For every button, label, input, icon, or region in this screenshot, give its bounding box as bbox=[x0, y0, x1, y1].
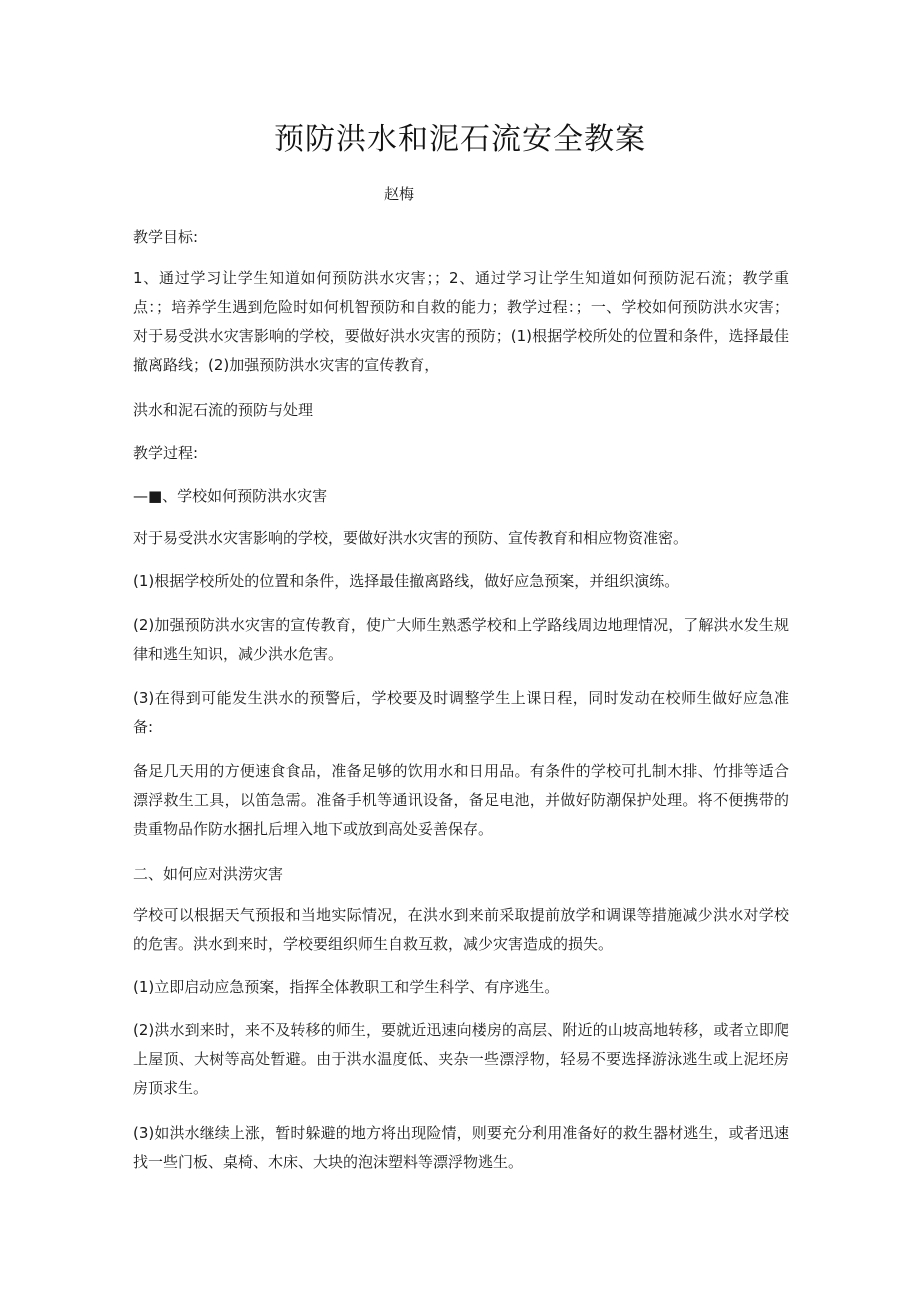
section2-item-1: (1)立即启动应急预案，指挥全体教职工和学生科学、有序逃生。 bbox=[133, 978, 560, 996]
section2-item-2: (2)洪水到来时，来不及转移的师生，要就近迅速向楼房的高层、附近的山坡高地转移，或者立即爬上屋顶、大树等高处暂避。由于洪水温度低、夹杂一些漂浮物，轻易不要选择游泳逃生或上泥坯房房顶求生。 bbox=[133, 1021, 789, 1097]
section2-item-3: (3)如洪水继续上涨，暂时躲避的地方将出现险情，则要充分利用准备好的救生器材逃生，或者迅速找一些门板、桌椅、木床、大块的泡沫塑料等漂浮物逃生。 bbox=[133, 1124, 789, 1171]
process-label: 教学过程: bbox=[133, 444, 199, 462]
document-title: 预防洪水和泥石流安全教案 bbox=[274, 122, 646, 157]
section1-intro: 对于易受洪水灾害影响的学校，要做好洪水灾害的预防、宣传教育和相应物资准密。 bbox=[133, 529, 689, 547]
topic-heading: 洪水和泥石流的预防与处理 bbox=[133, 401, 314, 419]
section2-heading: 二、如何应对洪涝灾害 bbox=[133, 865, 284, 883]
section1-item-2: (2)加强预防洪水灾害的宣传教育，使广大师生熟悉学校和上学路线周边地理情况，了解洪水发生规律和逃生知识，减少洪水危害。 bbox=[133, 616, 789, 663]
section1-item-3: (3)在得到可能发生洪水的预警后，学校要及时调整学生上课日程，同时发动在校师生做好应急准备: bbox=[133, 689, 789, 736]
section1-item-1: (1)根据学校所处的位置和条件，选择最佳撤离路线，做好应急预案，并组织演练。 bbox=[133, 572, 680, 590]
author-name: 赵梅 bbox=[384, 185, 415, 203]
objectives-paragraph: 1、通过学习让学生知道如何预防洪水灾害；；2、通过学习让学生知道如何预防泥石流；教学重点：；培养学生遇到危险时如何机智预防和自救的能力；教学过程：；一、学校如何预防洪水灾害；对于易受洪水灾害影响的学校，要做好洪水灾害的预防；(1)根据学校所处的位置和条件，选择最佳撤离路线；(2)加强预防洪水灾害的宣传教育， bbox=[133, 269, 789, 374]
section1-heading: —■、学校如何预防洪水灾害 bbox=[133, 487, 328, 505]
objectives-label: 教学目标: bbox=[133, 228, 199, 246]
section2-intro: 学校可以根据天气预报和当地实际情况，在洪水到来前采取提前放学和调课等措施减少洪水对学校的危害。洪水到来时，学校要组织师生自救互救，减少灾害造成的损失。 bbox=[133, 906, 789, 953]
section1-supplies: 备足几天用的方便速食食品，准备足够的饮用水和日用品。有条件的学校可扎制木排、竹排等适合漂浮救生工具，以笛急需。准备手机等通讯设备，备足电池，并做好防潮保护处理。将不便携带的贵重物品作防水捆扎后埋入地下或放到高处妥善保存。 bbox=[133, 762, 789, 838]
